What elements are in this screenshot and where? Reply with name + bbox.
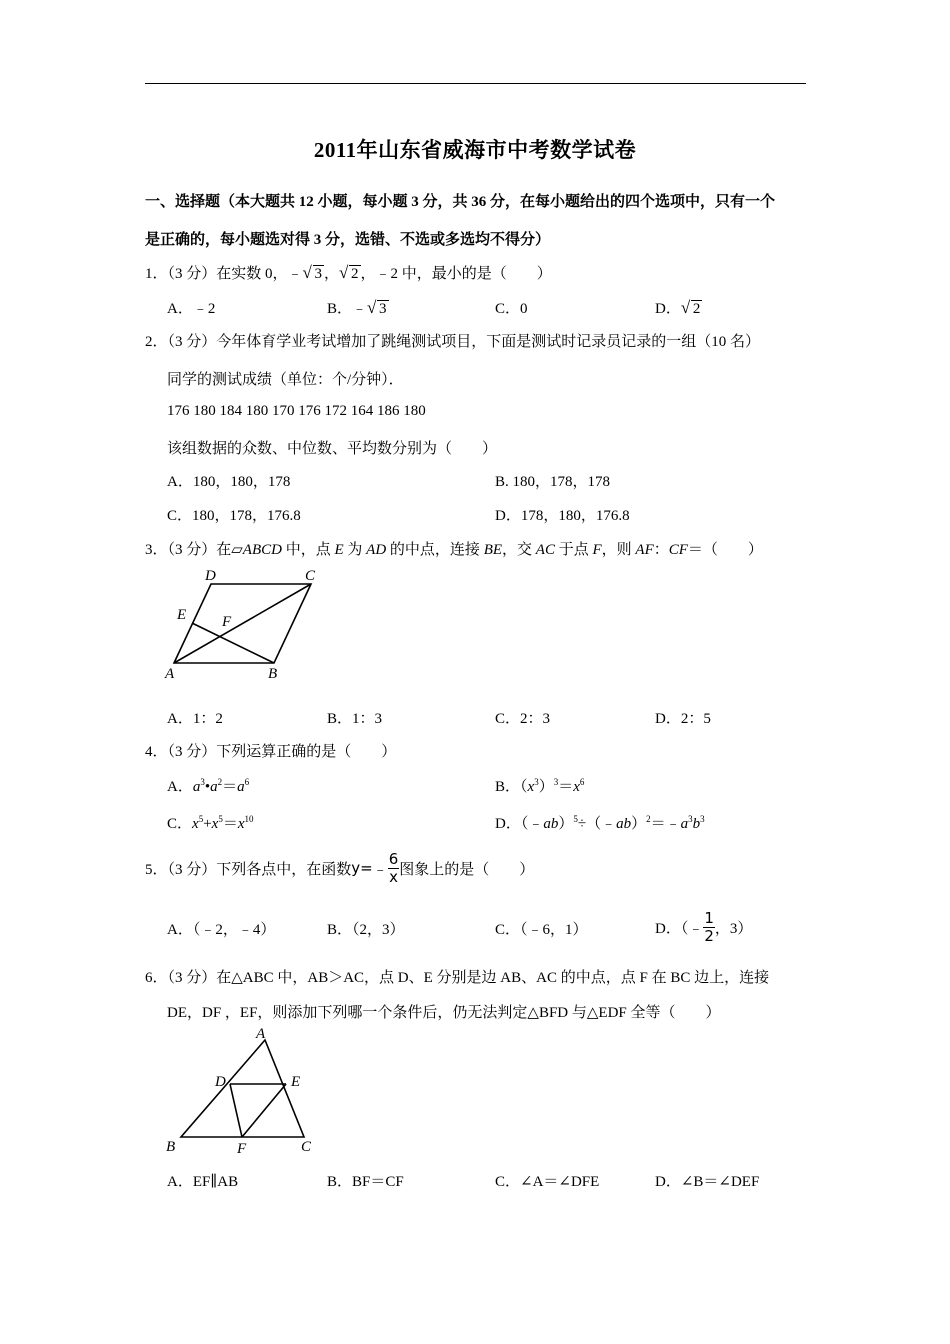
label-b: B xyxy=(166,1139,176,1155)
q4-option-c: C．$x^5+x^5=x^{10}$ xyxy=(167,814,254,832)
q3-option-d: D．2：5 xyxy=(655,711,711,727)
question-4: 4．（3 分）下列运算正确的是（ ） xyxy=(145,744,397,760)
q5-option-d: D．（﹣ $\frac{1}{2}$ ，3） xyxy=(655,909,753,945)
triangle-abc xyxy=(181,1040,304,1137)
q6-option-a: A．EF∥AB xyxy=(167,1174,239,1190)
q6-option-c: C．∠A＝∠DFE xyxy=(495,1174,600,1190)
segment-ef xyxy=(242,1084,286,1137)
q1-mid: ， xyxy=(324,266,340,282)
q1-option-d: D． √ 2 xyxy=(655,298,701,317)
label-d: D xyxy=(205,568,216,584)
q4-option-a: A．$a^3•a^2=a^6$ xyxy=(167,777,250,795)
label-f: F xyxy=(222,614,232,630)
question-6-line2: DE，DF ，EF，则添加下列哪一个条件后，仍无法判定△BFD 与△EDF 全等（ ） xyxy=(167,1005,721,1021)
fraction-1-over-2: $\frac{1}{2}$ xyxy=(704,909,714,945)
q2-option-c: C．180，178，176.8 xyxy=(167,508,301,524)
question-2-line4: 该组数据的众数、中位数、平均数分别为（ ） xyxy=(167,441,498,457)
question-2-line2: 同学的测试成绩（单位：个/分钟）． xyxy=(167,372,404,388)
label-d: D xyxy=(215,1074,226,1090)
label-e: E xyxy=(177,607,187,623)
question-5: 5．（3 分）下列各点中，在函数 y= ﹣ $\frac{6}{x}$ 图象上的是（ ） xyxy=(145,850,535,886)
label-f: F xyxy=(237,1141,247,1157)
q5-option-b: B．（2，3） xyxy=(327,922,405,938)
sqrt-3: √ 3 xyxy=(302,263,323,282)
q1-option-c: C．0 xyxy=(495,301,528,317)
q6-option-b: B．BF＝CF xyxy=(327,1174,404,1190)
q5-option-c: C．（﹣6，1） xyxy=(495,922,588,938)
question-2-data: 176 180 184 180 170 176 172 164 186 180 xyxy=(167,403,426,419)
q3-option-c: C．2：3 xyxy=(495,711,551,727)
q2-option-b: B. 180，178，178 xyxy=(495,474,611,490)
sqrt-2: √ 2 xyxy=(339,263,359,282)
section-heading-line1: 一、选择题（本大题共 12 小题，每小题 3 分，共 36 分，在每小题给出的四个选项中，只有一个 xyxy=(145,194,776,210)
parallelogram-figure xyxy=(160,562,330,684)
segment-df xyxy=(230,1084,242,1137)
header-rule xyxy=(145,83,806,84)
label-a: A xyxy=(256,1027,266,1042)
label-e: E xyxy=(291,1074,301,1090)
q1-option-a: A．﹣2 xyxy=(167,301,216,317)
sqrt-2: √ 2 xyxy=(680,298,701,317)
question-2-line1: 2．（3 分）今年体育学业考试增加了跳绳测试项目，下面是测试时记录员记录的一组（10 名） xyxy=(145,334,761,350)
label-b: B xyxy=(268,666,278,682)
q1-prefix: 1．（3 分）在实数 0，﹣ xyxy=(145,266,303,282)
page-title: 2011年山东省威海市中考数学试卷 xyxy=(313,138,637,162)
sqrt-3: √ 3 xyxy=(367,298,387,317)
label-c: C xyxy=(305,568,316,584)
q2-option-d: D．178，180，176.8 xyxy=(495,508,630,524)
q2-option-a: A．180，180，178 xyxy=(167,474,291,490)
section-heading-line2: 是正确的，每小题选对得 3 分，选错、不选或多选均不得分） xyxy=(145,232,551,248)
label-c: C xyxy=(301,1139,312,1155)
q5-option-a: A．（﹣2，﹣4） xyxy=(167,922,276,938)
question-1 xyxy=(145,262,552,283)
question-6-line1: 6．（3 分）在△ABC 中，AB＞AC，点 D、E 分别是边 AB、AC 的中点，点 F 在 BC 边上，连接 xyxy=(145,970,770,986)
q3-option-b: B．1：3 xyxy=(327,711,383,727)
q1-suffix: ，﹣2 中，最小的是（ ） xyxy=(360,266,552,282)
fraction-6-over-x: $\frac{6}{x}$ xyxy=(388,850,399,886)
triangle-figure xyxy=(160,1027,325,1159)
q3-option-a: A．1：2 xyxy=(167,711,223,727)
q4-option-b: B．$(x^3)^3=x^6$ xyxy=(495,777,585,795)
q1-option-b: B．﹣ √ 3 xyxy=(327,298,387,317)
question-3: 3．（3 分）在▱ABCD 中，点 E 为 AD 的中点，连接 BE，交 AC 于点 F，则 AF：CF＝（ ） xyxy=(145,542,763,558)
label-a: A xyxy=(165,666,175,682)
q4-option-d: D．$(﹣ab)^5\div(﹣ab)^2=﹣a^3b^3$ xyxy=(495,814,705,832)
q6-option-d: D．∠B＝∠DEF xyxy=(655,1174,760,1190)
